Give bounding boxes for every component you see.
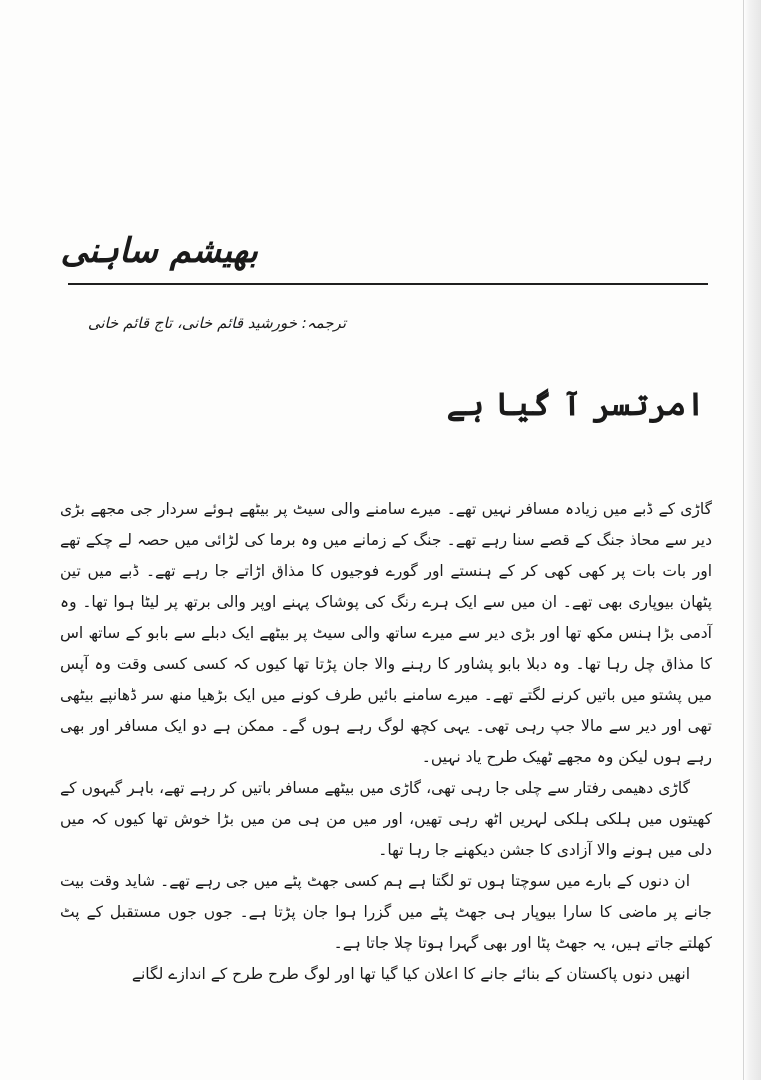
paragraph: گاڑی کے ڈبے میں زیادہ مسافر نہیں تھے۔ میرے سامنے والی سیٹ پر بیٹھے ہوئے سردار جی مجھے بڑی دیر سے محاذ جنگ کے قصے سنا رہے تھے۔ جنگ کے زمانے میں وہ برما کی لڑائی میں حصہ لے چکے تھے اور بات بات پر کھی کھی کر کے ہنستے اور گورے فوجیوں کا مذاق اڑاتے جا رہے تھے۔ ڈبے میں تین پٹھان بیوپاری بھی تھے۔ ان میں سے ایک ہرے رنگ کی پوشاک پہنے اوپر والی برتھ پر لیٹا ہوا تھا۔ وہ آدمی بڑا ہنس مکھ تھا اور بڑی دیر سے میرے ساتھ والی سیٹ پر بیٹھے ایک دبلے سے بابو کے ساتھ اس کا مذاق چل رہا تھا۔ وہ دبلا بابو پشاور کا رہنے والا جان پڑتا تھا کیوں کہ کسی کسی وقت وہ آپس میں پشتو میں باتیں کرنے لگتے تھے۔ میرے سامنے بائیں طرف کونے میں ایک بڑھیا منھ سر ڈھانپے بیٹھی تھی اور دیر سے مالا جپ رہی تھی۔ یہی کچھ لوگ رہے ہوں گے۔ ممکن ہے دو ایک مسافر اور بھی رہے ہوں لیکن وہ مجھے ٹھیک طرح یاد نہیں۔ [60,500,712,766]
paragraph: گاڑی دھیمی رفتار سے چلی جا رہی تھی، گاڑی میں بیٹھے مسافر باتیں کر رہے تھے، باہر گیہوں کے کھیتوں میں ہلکی ہلکی لہریں اٹھ رہی تھیں، اور میں من ہی من میں بڑا خوش تھا کیوں کہ میں دلی میں ہونے والا آزادی کا جشن دیکھنے جا رہا تھا۔ [60,779,712,859]
author-name: بھیشم ساہنی [60,231,258,271]
paragraph: انھیں دنوں پاکستان کے بنائے جانے کا اعلان کیا گیا تھا اور لوگ طرح طرح کے اندازے لگانے [131,965,690,983]
header-rule [68,283,708,285]
story-body [60,494,712,990]
story-title: امرتسر آ گیا ہے [446,385,705,423]
translator-credit: ترجمہ: خورشید قائم خانی، تاج قائم خانی [87,314,346,332]
paragraph: ان دنوں کے بارے میں سوچتا ہوں تو لگتا ہے ہم کسی جھٹ پٹے میں جی رہے تھے۔ شاید وقت بیت جانے پر ماضی کا سارا بیوپار ہی جھٹ پٹے میں گزرا ہوا جان پڑتا ہے۔ جوں جوں مستقبل کے پٹ کھلتے جاتے ہیں، یہ جھٹ پٹا اور بھی گہرا ہوتا چلا جاتا ہے۔ [60,872,712,952]
